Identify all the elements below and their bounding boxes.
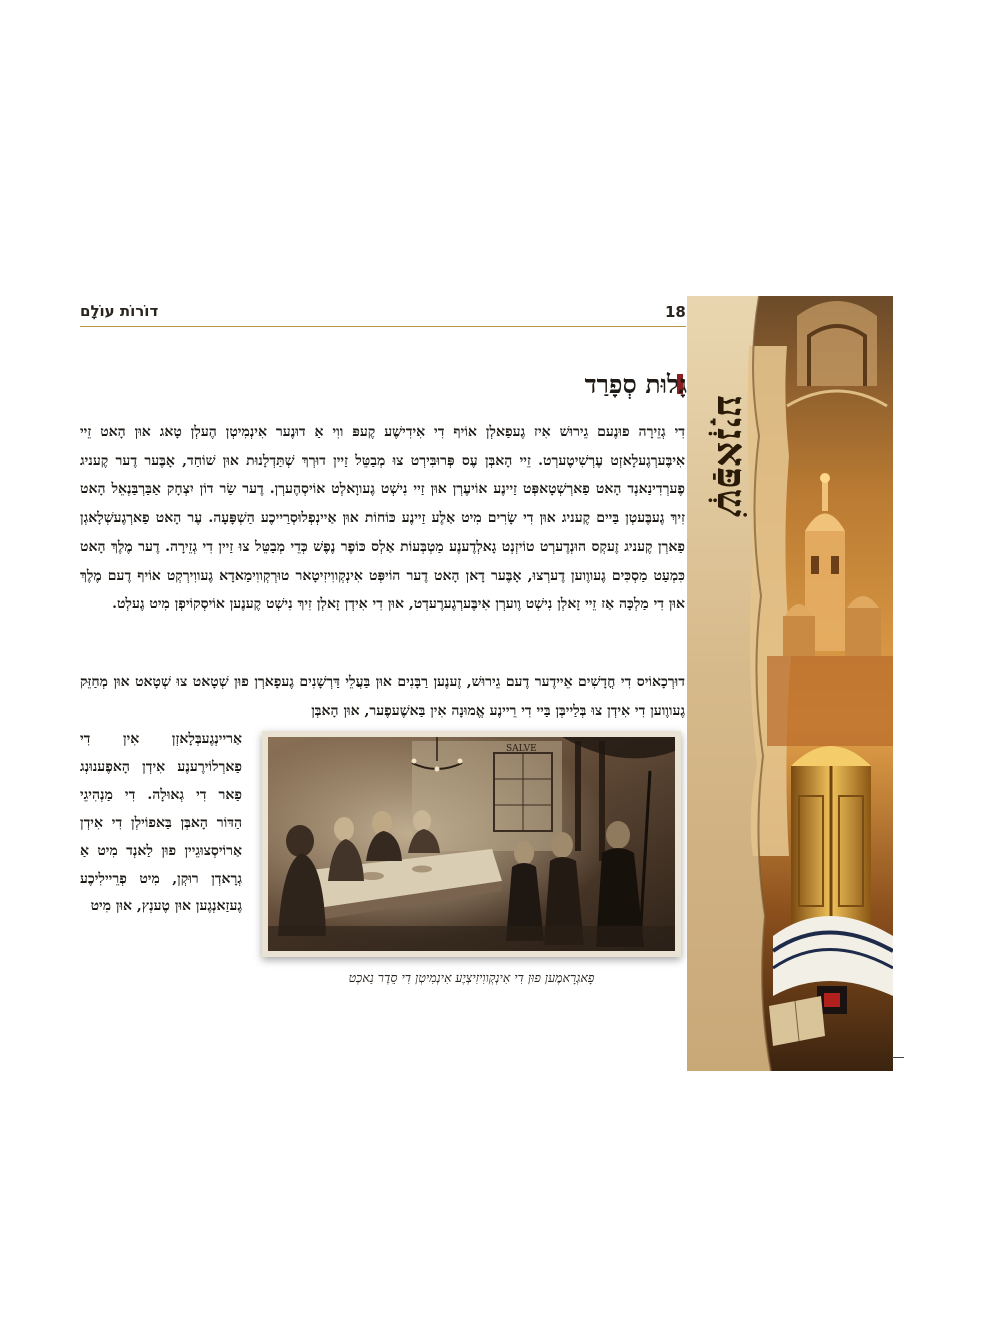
crop-mark: [892, 1057, 904, 1058]
banner-title-text: שְׁפַּאנְיָע: [708, 395, 755, 517]
page-number: 18: [665, 303, 686, 321]
body-paragraph-1: דִי גְזֵירָה פוּנֶעם גֵירוּשׁ אִיז גֶעפַאלְן אוֹיף דִי אִידִישֶׁע קֶעפּ ווִי אַ דוּנֶער אִינְמִיטְן הֶעלְן טָאג אוּן הָאט זֵיי אִיבֶּערְגֶעלָאזְט עֶרְשִׁיטֶערְט. זֵיי הָאבְּן עֶס פְּרוּבִּירְט צוּ מְבַטֵּל זַיין דוּרְךְ שְׁתַּדְלָנוּת אוּן שׁוֹחַד, אָבֶּער דֶער קֶעניג פֶערְדִינַאנְד הָאט פַארְשְׁטָאפְּט זַיינֶע אוֹיעֶרְן אוּן זַיי נִישְׁט גֶעווָאלְט אוֹיסְהֶערְן. דֶער שַׂר דוֹן יִצְחָק אַבַּרְבַּנְאֵל הָאט זִיךְ גֶעבֶּעטְן בַּיים קֶעניג אוּן דִי שָׂרִים מִיט אַלֶע זַיינֶע כּוֹחוֹת אוּן אַיינְפְלוּסְרַייכֶע הַשְׁפָּעָה. עֶר הָאט פַארְגֶעשְׁלָאגְן פַארְן קֶעניג זֶעקְס הוּנְדֶערְט טוֹיזְנְט גָאלְדֶענֶע מַטְבְּעוֹת אַלְס כּוֹפֶר נֶפֶשׁ כְּדֵי מְבַטֵּל צוּ זַיין דִי גְזֵירָה. דֶער מֶלֶךְ הָאט כִּמְעַט מַסְכִּים גֶעווֶוען דֶערְצוּ, אָבֶּער דָאן הָאט דֶער הוֹיפְּט אִינְקְווִיזִיטָאר טוּרְקְווִימַאדָא גֶעווִירְקְט אוֹיף דֶעם מֶלֶךְ אוּן דִי מַלְכָּה אַז זֵיי זָאלְן נִישְׁט וֶוערְן אִיבֶּערְגֶערֶעדְט, אוּן דִי אִידְן זָאלְן זִיךְ נִישְׁט קֶענֶען אוֹיסְקוֹיפְן מִיט גֶעלְט.: [80, 424, 685, 613]
body-paragraph-2: דוּרְכָאוֹיס דִי חֳדָשִׁים אֵיידֶער דֶעם גֵירוּשׁ, זֶענֶען רַבָּנִים אוּן בַּעֲלֵי דַּרְשָׁנִים גֶעפָארְן פוּן שְׁטָאט צוּ שְׁטָאט אוּן מְחַזֵּק גֶעווֶוען דִי אִידְן צוּ בְּלַייבְּן בַּיי דִי רֵיינֶע אֱמוּנָה אִין בַּאשֶׁעפֶער, אוּן הָאבְּן: [80, 674, 685, 719]
illustration-inscription: SALVE: [506, 744, 537, 754]
illustration-art: [262, 731, 681, 957]
header-rule: [80, 326, 686, 327]
figure-caption: פָאגְרָאמֶען פוּן דִי אִינְקְווִיזִיצְיֶע אִינְמִיטְן דִי סֵדֶר נַאכְט: [348, 970, 595, 985]
body-paragraph-3: אַריינְגֶעבְּלָאזְן אִין דִי פַארְלוֹירֶענֶע אִידְן הָאפֶענוּנְג פַאר דִי גְאוּלָה. דִי מַנְהִיגֵי הַדּוֹר הָאבְּן בַּאפוֹילְן דִי אִידְן אַרוֹיסְצוּגֵיין פוּן לַאנְד מִיט אַ גְרָאדְן רוּקְן, מִיט פְרֵיילִיכֶע גֶעזַאנְגֶען אוּן טֶענְץ, אוּן מִיט: [80, 731, 242, 915]
running-head-title: דוֹרוֹת עוֹלָם: [80, 302, 159, 320]
section-title: גָלוּת סְפָרַד: [584, 370, 687, 399]
inquisition-illustration: [262, 731, 681, 957]
